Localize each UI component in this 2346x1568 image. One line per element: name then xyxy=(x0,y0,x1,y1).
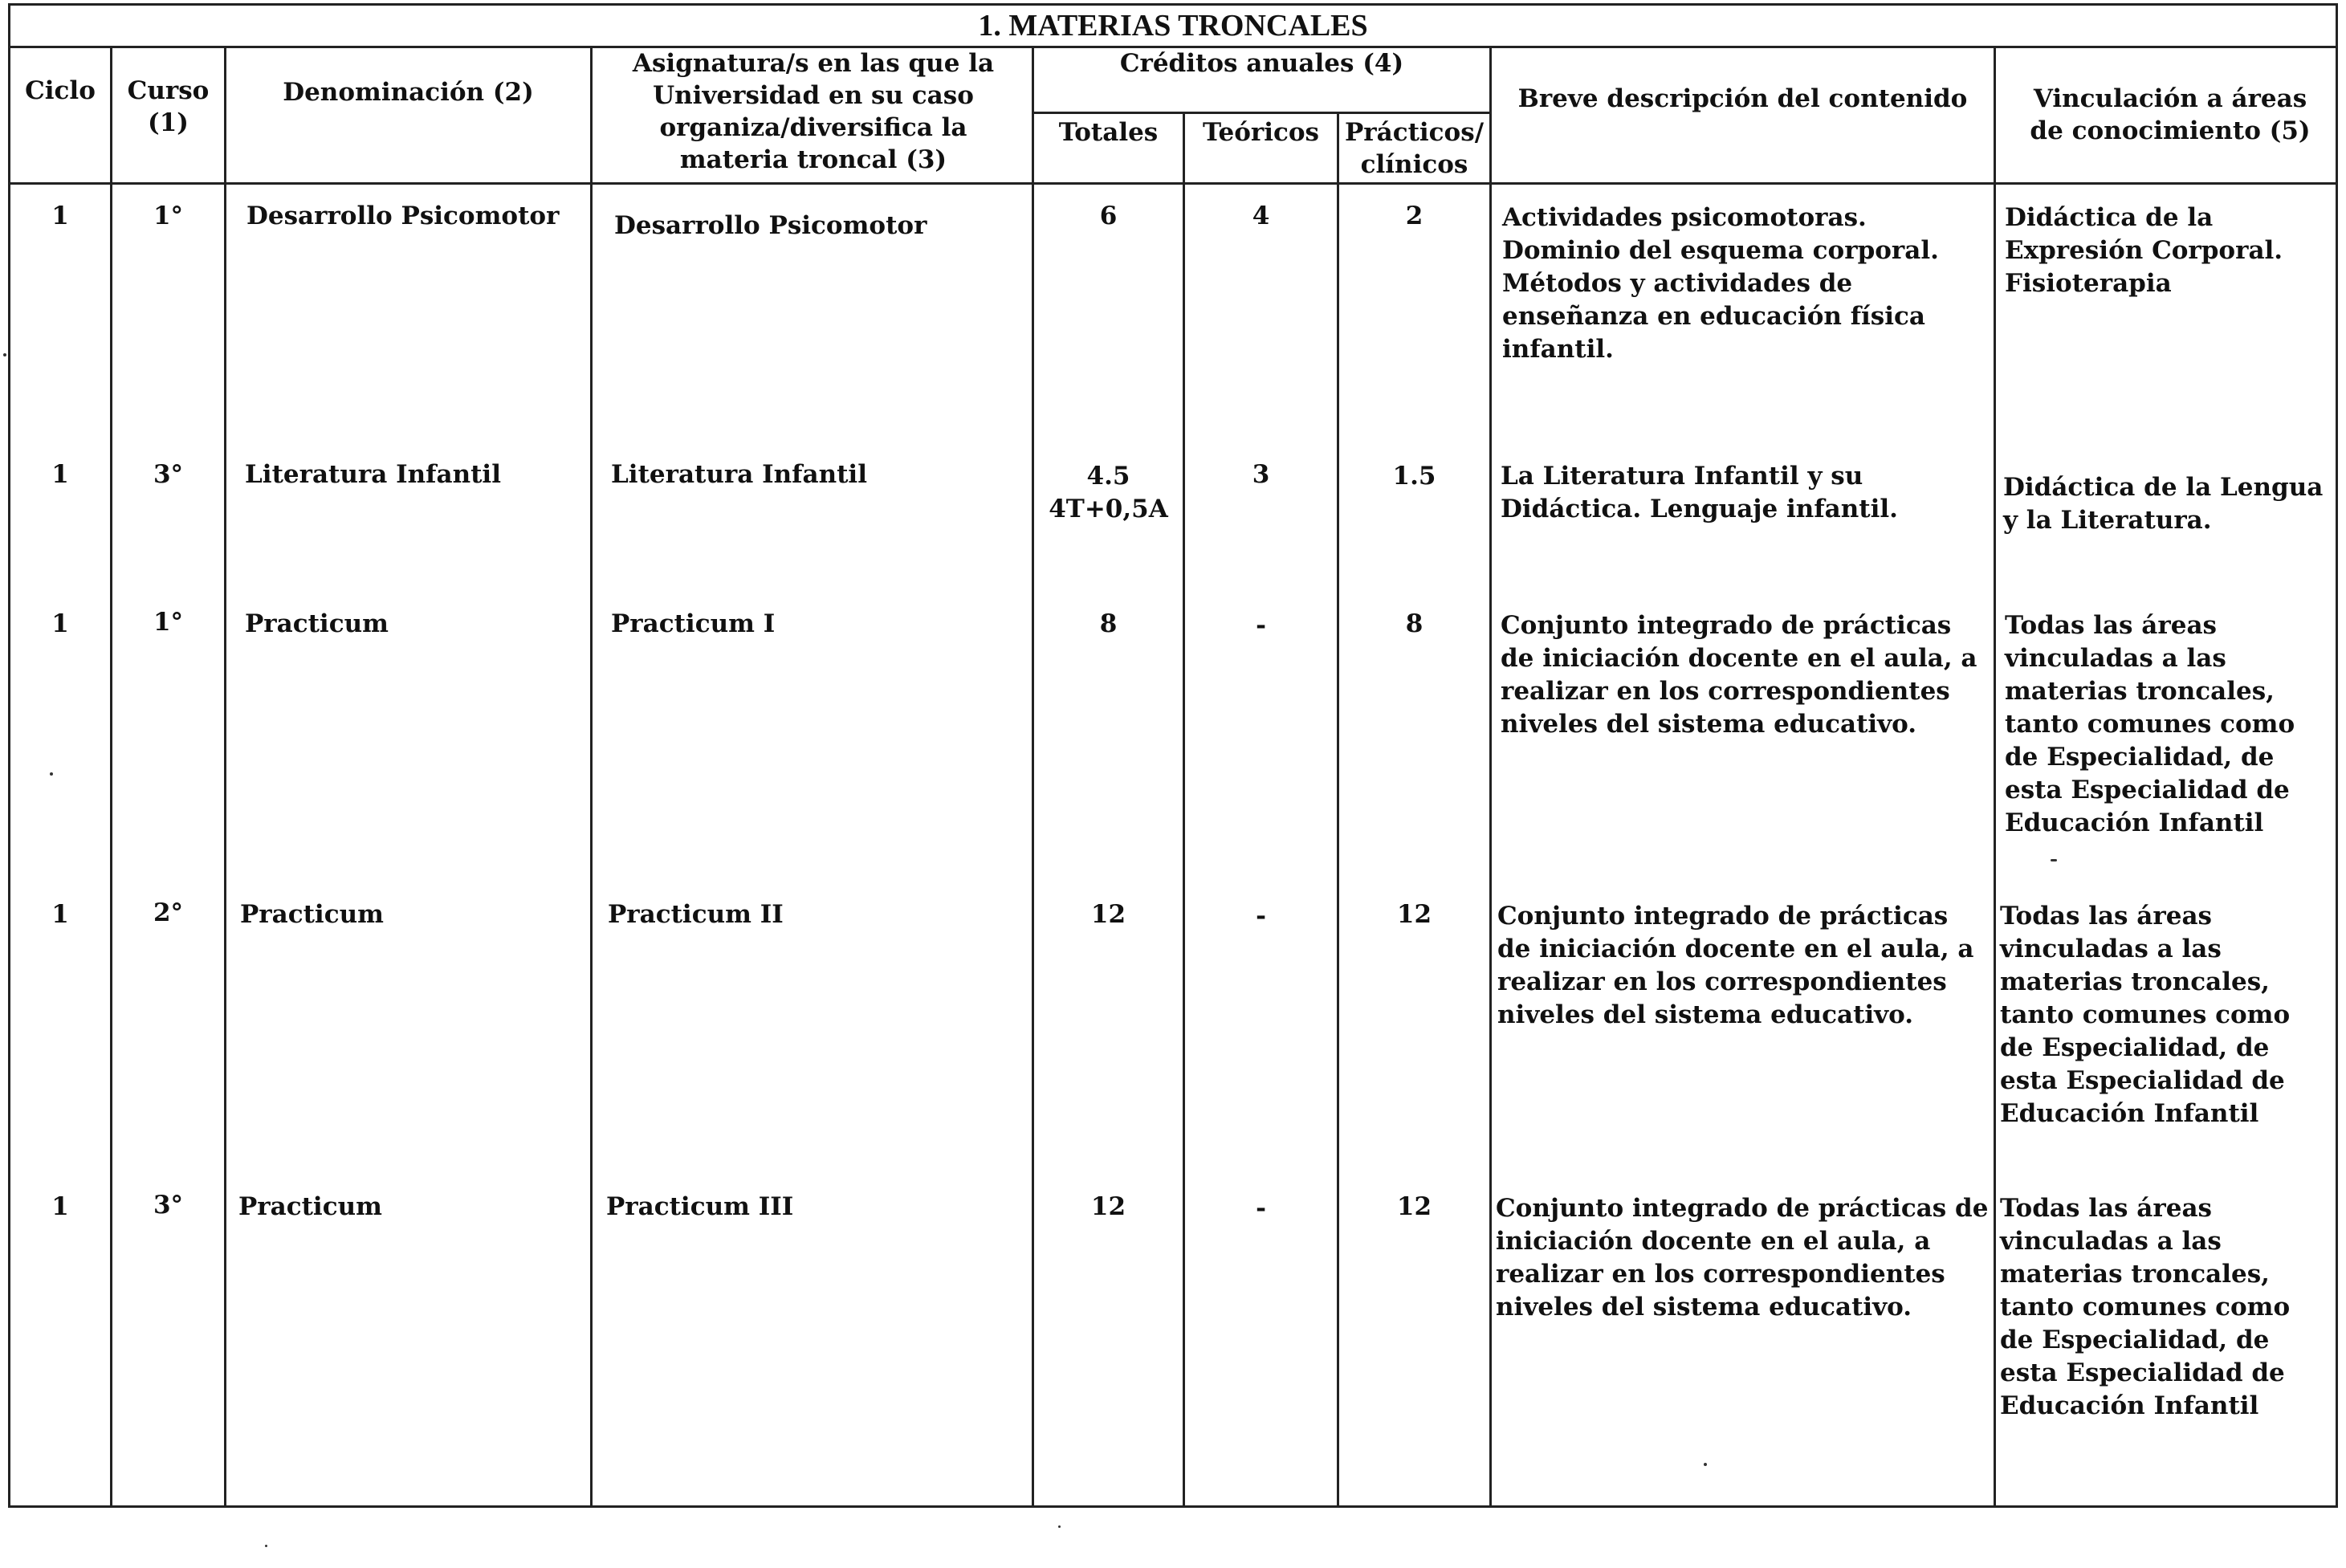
cell-ciclo: 1 xyxy=(51,900,69,929)
cell-totales: 12 xyxy=(1090,900,1126,929)
header-descripcion: Breve descripción del contenido xyxy=(1517,84,1968,113)
cell-asignatura: Practicum I xyxy=(611,609,776,638)
cell-curso: 1° xyxy=(153,608,184,637)
col-divider xyxy=(590,46,593,1505)
table-title: 1. MATERIAS TRONCALES xyxy=(10,6,2336,48)
cell-curso: 3° xyxy=(153,460,184,489)
header-asignatura: Asignatura/s en las que la Universidad en su caso organiza/diversifica la materia troncal (3) xyxy=(632,49,995,174)
cell-descripcion: Actividades psicomotoras. Dominio del esquema corporal. Métodos y actividades de enseñanza en educación física infantil. xyxy=(1502,203,1939,364)
header-practicos: Prácticos/ clínicos xyxy=(1344,118,1485,179)
cell-totales: 8 xyxy=(1099,609,1118,638)
scan-speck xyxy=(265,1545,267,1547)
cell-descripcion: Conjunto integrado de prácticas de iniciación docente en el aula, a realizar en los correspondientes niveles del sistema educativo. xyxy=(1497,902,1974,1029)
cell-descripcion: La Literatura Infantil y su Didáctica. Lenguaje infantil. xyxy=(1501,462,1898,523)
cell-descripcion: Conjunto integrado de prácticas de iniciación docente en el aula, a realizar en los correspondientes niveles del sistema educativo. xyxy=(1496,1194,1989,1322)
cell-asignatura: Desarrollo Psicomotor xyxy=(614,211,927,240)
troncales-table xyxy=(8,3,2338,1508)
cell-totales: 12 xyxy=(1090,1192,1126,1221)
cell-denominacion: Practicum xyxy=(238,1192,382,1221)
cell-vinculacion: Didáctica de la Lengua y la Literatura. xyxy=(2003,473,2324,535)
header-creditos: Créditos anuales (4) xyxy=(1119,49,1404,78)
cell-practicos: 2 xyxy=(1405,202,1423,230)
header-ciclo: Ciclo xyxy=(25,76,96,105)
cell-teoricos: 3 xyxy=(1252,460,1270,489)
cell-vinculacion: Todas las áreas vinculadas a las materias troncales, tanto comunes como de Especialidad, de esta Especialidad de Educación Infantil xyxy=(2005,611,2295,837)
header-denominacion: Denominación (2) xyxy=(283,78,534,107)
col-divider xyxy=(1337,112,1339,1505)
cell-vinculacion: Didáctica de la Expresión Corporal. Fisioterapia xyxy=(2005,203,2283,298)
col-divider xyxy=(1183,112,1185,1505)
cell-denominacion: Desarrollo Psicomotor xyxy=(246,202,560,230)
col-divider xyxy=(110,46,112,1505)
creditos-divider xyxy=(1032,112,1489,114)
col-divider xyxy=(1994,46,1996,1505)
header-curso: Curso (1) xyxy=(127,76,210,137)
cell-ciclo: 1 xyxy=(51,460,69,489)
cell-asignatura: Practicum II xyxy=(608,900,784,929)
col-divider xyxy=(1032,46,1034,1505)
cell-teoricos: - xyxy=(1256,1194,1266,1223)
cell-denominacion: Practicum xyxy=(240,900,384,929)
scan-speck xyxy=(1704,1463,1707,1466)
cell-ciclo: 1 xyxy=(51,1192,69,1221)
cell-ciclo: 1 xyxy=(51,202,69,230)
cell-denominacion: Literatura Infantil xyxy=(245,460,501,489)
cell-practicos: 1.5 xyxy=(1392,462,1436,491)
cell-curso: 3° xyxy=(153,1191,184,1220)
cell-asignatura: Literatura Infantil xyxy=(611,460,867,489)
cell-vinculacion: Todas las áreas vinculadas a las materias troncales, tanto comunes como de Especialidad, de esta Especialidad de Educación Infantil xyxy=(2000,902,2291,1128)
header-divider xyxy=(10,182,2336,185)
col-divider xyxy=(224,46,226,1505)
cell-asignatura: Practicum III xyxy=(606,1192,794,1221)
scan-speck xyxy=(2051,859,2057,861)
cell-denominacion: Practicum xyxy=(245,609,389,638)
col-divider xyxy=(1489,46,1492,1505)
cell-curso: 1° xyxy=(153,202,184,230)
cell-practicos: 8 xyxy=(1405,609,1423,638)
cell-teoricos: 4 xyxy=(1252,202,1270,230)
cell-totales: 4.5 4T+0,5A xyxy=(1049,462,1168,523)
cell-curso: 2° xyxy=(153,898,184,927)
cell-practicos: 12 xyxy=(1396,900,1432,929)
cell-vinculacion: Todas las áreas vinculadas a las materias troncales, tanto comunes como de Especialidad, de esta Especialidad de Educación Infantil xyxy=(2000,1194,2291,1420)
cell-descripcion: Conjunto integrado de prácticas de iniciación docente en el aula, a realizar en los correspondientes niveles del sistema educativo. xyxy=(1501,611,1977,739)
header-teoricos: Teóricos xyxy=(1202,118,1320,147)
cell-ciclo: 1 xyxy=(51,609,69,638)
header-vinculacion: Vinculación a áreas de conocimiento (5) xyxy=(2030,84,2311,145)
cell-totales: 6 xyxy=(1099,202,1118,230)
scan-speck xyxy=(3,353,6,356)
cell-teoricos: - xyxy=(1256,611,1266,640)
scan-speck xyxy=(50,772,53,776)
scan-speck xyxy=(1058,1525,1061,1528)
header-totales: Totales xyxy=(1058,118,1159,147)
cell-teoricos: - xyxy=(1256,902,1266,931)
cell-practicos: 12 xyxy=(1396,1192,1432,1221)
